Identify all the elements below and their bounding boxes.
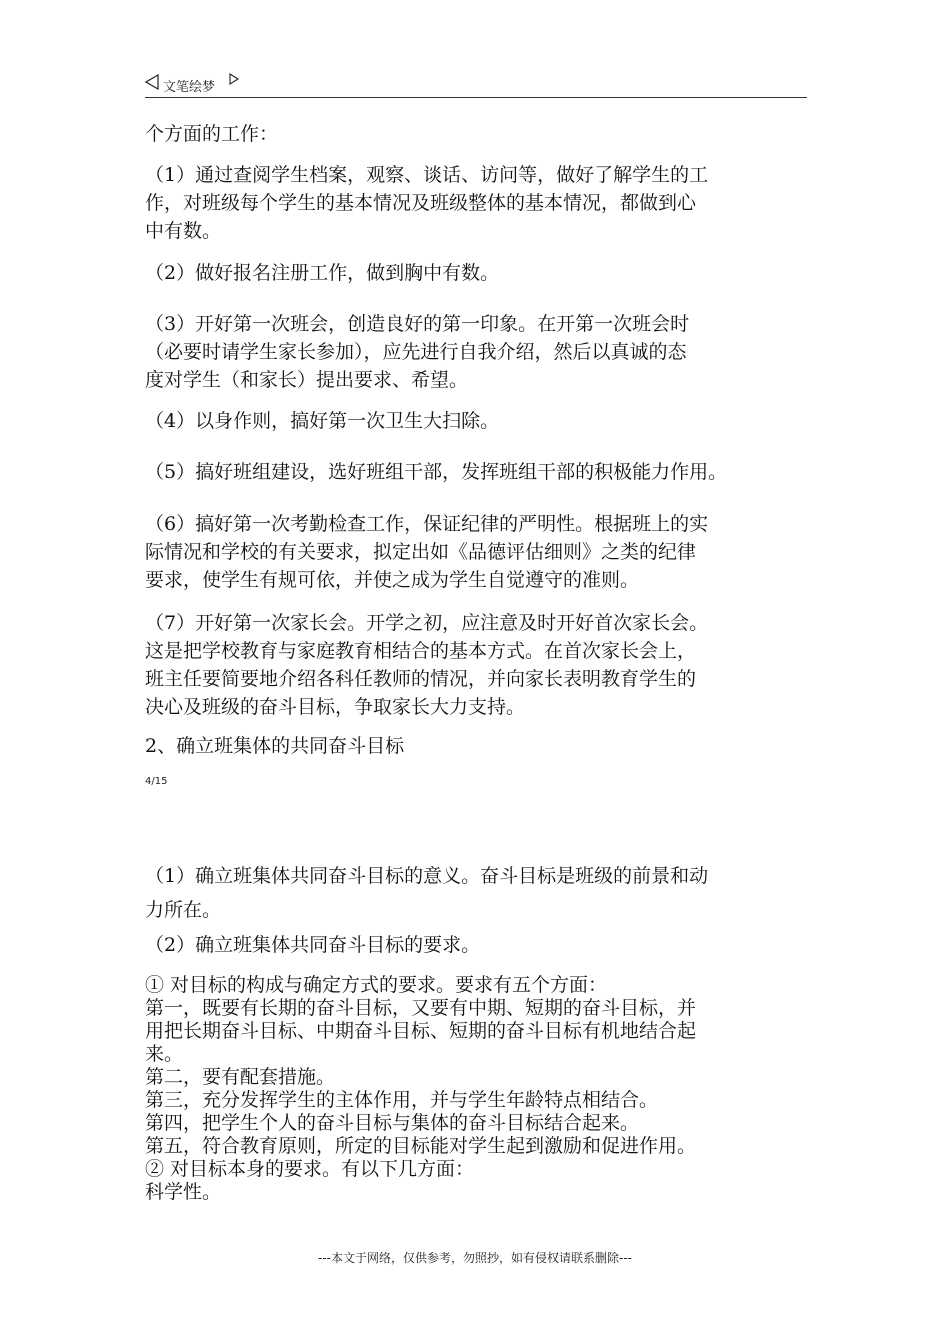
paragraph-item-3: （3）开好第一次班会，创造良好的第一印象。在开第一次班会时 （必要时请学生家长参加），应先进行自我介绍，然后以真诚的态 度对学生（和家长）提出要求、希望。 [145, 313, 690, 391]
paragraph-intro: 个方面的工作： [145, 123, 279, 145]
section-heading-2: 2、确立班集体的共同奋斗目标 [145, 735, 405, 757]
footer-disclaimer: ---本文于网络，仅供参考，勿照抄，如有侵权请联系删除--- [318, 1251, 632, 1265]
paragraph-item-6: （6）搞好第一次考勤检查工作，保证纪律的严明性。根据班上的实 际情况和学校的有关要求，拟定出如《品德评估细则》之类的纪律 要求，使学生有规可依，并使之成为学生自觉遵守的准则。 [145, 513, 709, 591]
page-header [145, 72, 807, 98]
page-number: 4/15 [145, 776, 168, 787]
triangle-left-icon [145, 74, 159, 90]
paragraph-item-2: （2）做好报名注册工作，做到胸中有数。 [145, 262, 500, 284]
paragraph-goal-1: （1）确立班集体共同奋斗目标的意义。奋斗目标是班级的前景和动 力所在。 [145, 865, 709, 921]
header-rule [145, 97, 807, 98]
paragraph-item-7: （7）开好第一次家长会。开学之初，应注意及时开好首次家长会。 这是把学校教育与家庭教育相结合的基本方式。在首次家长会上， 班主任要简要地介绍各科任教师的情况，并向家长表明教育学生的 决心及班级的奋斗目标，争取家长大力支持。 [145, 612, 709, 718]
paragraph-item-5: （5）搞好班组建设，选好班组干部，发挥班组干部的积极能力作用。 [145, 461, 728, 483]
triangle-right-icon [229, 73, 239, 85]
paragraph-goal-2: （2）确立班集体共同奋斗目标的要求。 [145, 934, 481, 956]
paragraph-item-1: （1）通过查阅学生档案，观察、谈话、访问等，做好了解学生的工 作，对班级每个学生的基本情况及班级整体的基本情况，都做到心 中有数。 [145, 164, 709, 242]
paragraph-item-4: （4）以身作则，搞好第一次卫生大扫除。 [145, 410, 500, 432]
paragraph-goal-requirements: ① 对目标的构成与确定方式的要求。要求有五个方面： 第一，既要有长期的奋斗目标，又要有中期、短期的奋斗目标，并 用把长期奋斗目标、中期奋斗目标、短期的奋斗目标有机地结合起 来。 第二，要有配套措施。 第三，充分发挥学生的主体作用，并与学生年龄特点相结合。 第四，把学生个人的奋斗目标与集体的奋斗目标结合起来。 第五，符合教育原则，所定的目标能对学生起到激励和促进作用。 ② 对目标本身的要求。有以下几方面： 科学性。 [145, 974, 697, 1203]
header-title: 文笔绘梦 [163, 80, 216, 95]
